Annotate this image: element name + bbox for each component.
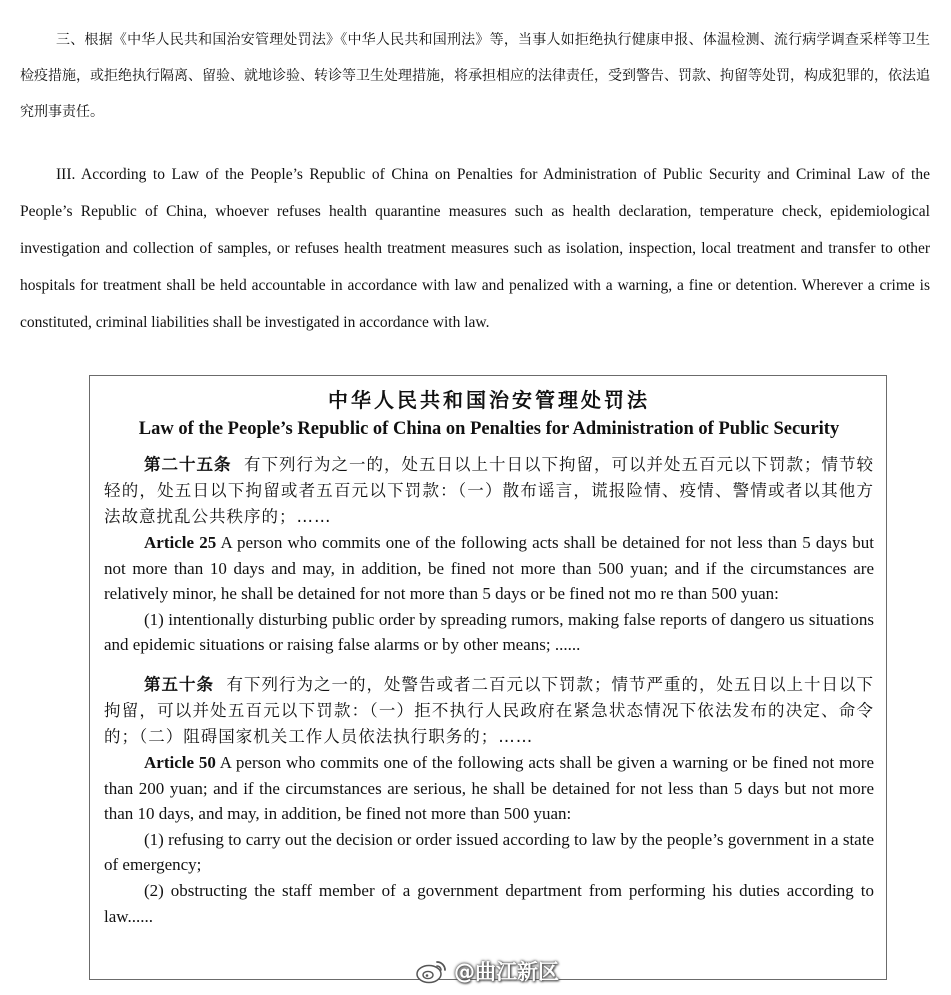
article-50-en-item-1: (1) refusing to carry out the decision or order issued according to law by the people’s government in a state of emergency; bbox=[104, 829, 874, 875]
article-50-zh-label: 第五十条 bbox=[144, 674, 214, 694]
article-25-en-label: Article 25 bbox=[144, 533, 217, 552]
article-50-zh bbox=[104, 672, 874, 750]
law-excerpt-box bbox=[89, 375, 887, 980]
article-25-en bbox=[104, 530, 874, 607]
watermark-text: @曲江新区 bbox=[454, 960, 559, 984]
intro-paragraph-zh: 三、根据《中华人民共和国治安管理处罚法》《中华人民共和国刑法》等，当事人如拒绝执行健康申报、体温检测、流行病学调查采样等卫生检疫措施，或拒绝执行隔离、留验、就地诊验、转诊等卫生处理措施，将承担相应的法律责任，受到警告、罚款、拘留等处罚，构成犯罪的，依法追究刑事责任。 bbox=[20, 32, 930, 120]
article-25-zh-text: 有下列行为之一的，处五日以上十日以下拘留，可以并处五百元以下罚款；情节较轻的，处五日以下拘留或者五百元以下罚款：（一）散布谣言，谎报险情、疫情、警情或者以其他方法故意扰乱公共秩序的；…… bbox=[104, 455, 874, 526]
weibo-logo-icon bbox=[414, 957, 448, 985]
article-50-en-text: A person who commits one of the following acts shall be given a warning or be fined not more than 200 yuan; and if the circumstances are serious, he shall be detained for not less than 5 days but not more than 10 days, and may, in addition, be fined not more than 500 yuan: bbox=[104, 752, 874, 824]
article-25-zh-label: 第二十五条 bbox=[144, 455, 232, 474]
article-50-en-label: Article 50 bbox=[144, 752, 216, 772]
weibo-watermark bbox=[414, 956, 559, 986]
article-50-zh-text: 有下列行为之一的，处警告或者二百元以下罚款；情节严重的，处五日以上十日以下拘留，可以并处五百元以下罚款：（一）拒不执行人民政府在紧急状态情况下依法发布的决定、命令的；（二）阻碍国家机关工作人员依法执行职务的；…… bbox=[104, 674, 874, 746]
article-25-en-text: A person who commits one of the following acts shall be detained for not less than 5 days but not more than 10 days and may, in addition, be fined not more than 500 yuan; and if the circumstances are relatively minor, he shall be detained for not more than 5 days or be fined not mo re than 500 yuan: bbox=[104, 533, 875, 604]
article-25-zh bbox=[104, 452, 874, 530]
law-title-en: Law of the People’s Republic of China on Penalties for Administration of Public Security bbox=[138, 419, 840, 439]
intro-paragraph-en: III. According to Law of the People’s Republic of China on Penalties for Administration of Public Security and Criminal Law of the People’s Republic of China, whoever refuses health quarantine measures such as health declaration, temperature check, epidemiological investigation and collection of samples, or refuses health treatment measures such as isolation, inspection, local treatment and transfer to other hospitals for treatment shall be held accountable in accordance with law and penalized with a warning, a fine or detention. Wherever a crime is constituted, criminal liabilities shall be investigated in accordance with law. bbox=[20, 165, 930, 331]
article-25-en-item-1: (1) intentionally disturbing public order by spreading rumors, making false reports of dangero us situations and epidemic situations or raising false alarms or by other means; ...... bbox=[104, 609, 874, 655]
article-50-en bbox=[104, 750, 874, 827]
law-title-zh: 中华人民共和国治安管理处罚法 bbox=[328, 388, 650, 412]
article-50-en-item-2: (2) obstructing the staff member of a government department from performing his duties according to law...... bbox=[104, 880, 874, 926]
